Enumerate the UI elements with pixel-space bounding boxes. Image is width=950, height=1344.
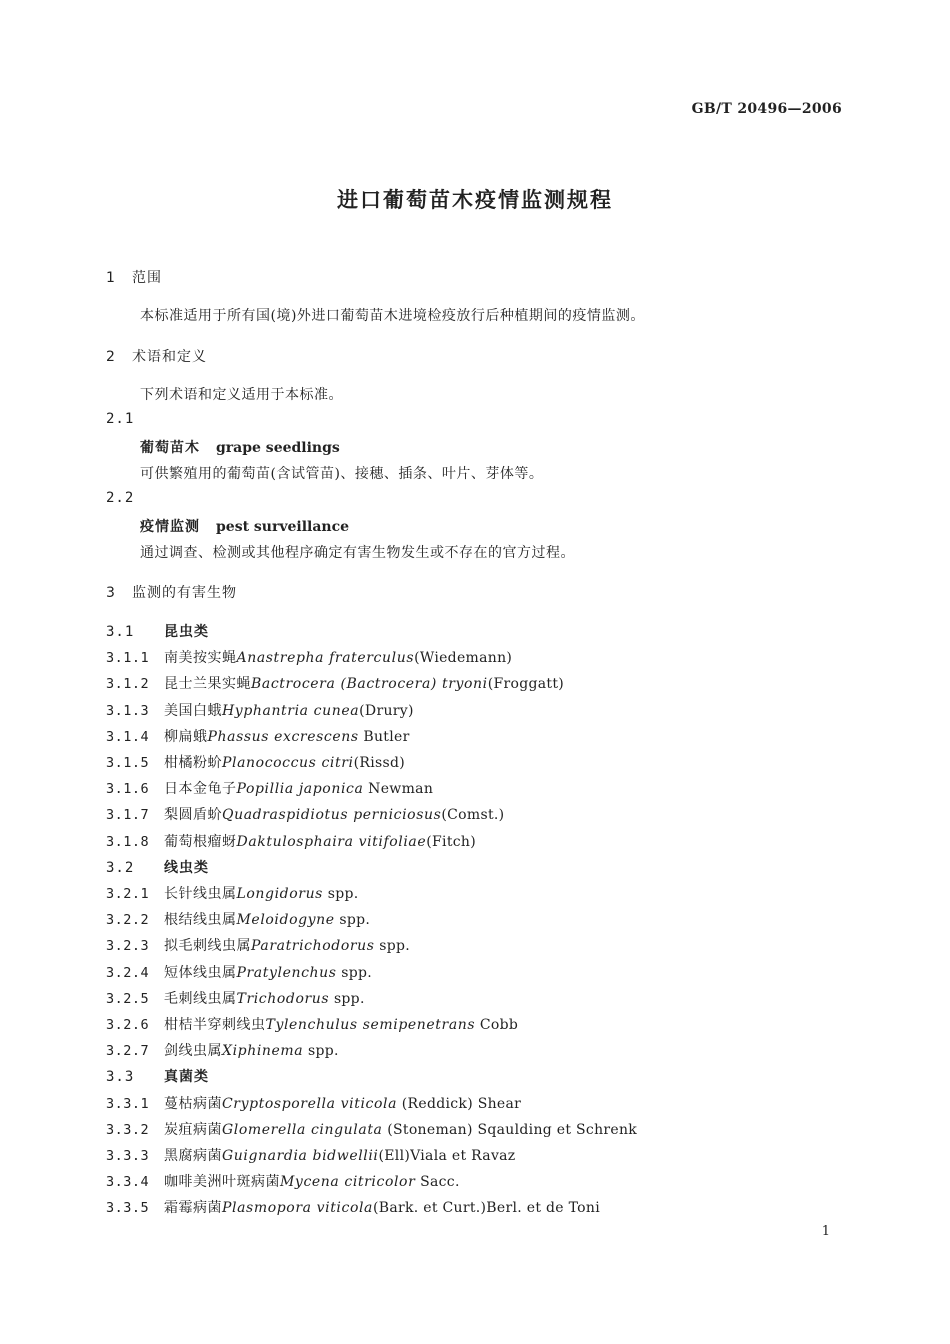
- pest-scientific-name: Guignardia bidwellii: [222, 1148, 379, 1164]
- pest-authority: (Rissd): [353, 755, 405, 771]
- pest-scientific-name: Popillia japonica: [236, 781, 364, 797]
- pest-chinese-name: 短体线虫属: [164, 965, 237, 981]
- pest-chinese-name: 拟毛刺线虫属: [164, 938, 251, 954]
- term-chinese: 葡萄苗木: [140, 440, 200, 456]
- pest-authority: (Reddick) Shear: [397, 1096, 522, 1112]
- pest-scientific-name: Quadraspidiotus perniciosus: [222, 807, 442, 823]
- item-number: 3.2.1: [106, 886, 150, 902]
- pest-scientific-name: Tylenchulus semipenetrans: [265, 1017, 476, 1033]
- pest-chinese-name: 日本金龟子: [164, 781, 237, 797]
- pest-authority: spp.: [374, 938, 411, 954]
- subsection-number: 3.3: [106, 1069, 135, 1085]
- item-number: 3.2.2: [106, 912, 150, 928]
- pest-authority: (Comst.): [441, 807, 505, 823]
- term-definition: 通过调查、检测或其他程序确定有害生物发生或不存在的官方过程。: [140, 545, 575, 561]
- pest-item: [106, 883, 358, 903]
- item-number: 3.1.2: [106, 676, 150, 692]
- term-entry: [140, 516, 349, 536]
- pest-scientific-name: Phassus excrescens: [207, 729, 359, 745]
- pest-authority: (Stoneman) Sqaulding et Schrenk: [382, 1122, 638, 1138]
- term-definition: 可供繁殖用的葡萄苗(含试管苗)、接穗、插条、叶片、芽体等。: [140, 466, 544, 482]
- pest-item: [106, 1093, 521, 1113]
- terms-intro: 下列术语和定义适用于本标准。: [140, 387, 343, 403]
- item-number: 3.2.5: [106, 991, 150, 1007]
- pest-item: [106, 700, 414, 720]
- subsection-number: 3.1: [106, 624, 135, 640]
- pest-item: [106, 1197, 600, 1217]
- item-number: 3.1.3: [106, 703, 150, 719]
- term-entry: [140, 437, 340, 457]
- term-english: pest surveillance: [216, 519, 350, 535]
- pest-chinese-name: 葡萄根瘤蚜: [164, 834, 237, 850]
- pest-authority: Cobb: [475, 1017, 519, 1033]
- pest-chinese-name: 剑线虫属: [164, 1043, 222, 1059]
- section-title: 监测的有害生物: [132, 585, 237, 601]
- term-english: grape seedlings: [216, 440, 340, 456]
- section-title: 术语和定义: [132, 349, 207, 365]
- pest-authority: (Ell)Viala et Ravaz: [378, 1148, 516, 1164]
- pest-authority: Sacc.: [415, 1174, 460, 1190]
- pest-item: [106, 726, 410, 746]
- pest-scientific-name: Cryptosporella viticola: [222, 1096, 398, 1112]
- pest-chinese-name: 咖啡美洲叶斑病菌: [164, 1174, 280, 1190]
- item-number: 3.2.4: [106, 965, 150, 981]
- pest-chinese-name: 黑腐病菌: [164, 1148, 222, 1164]
- item-number: 3.1.8: [106, 834, 150, 850]
- scope-paragraph: 本标准适用于所有国(境)外进口葡萄苗木进境检疫放行后种植期间的疫情监测。: [140, 308, 645, 324]
- pest-authority: Butler: [358, 729, 410, 745]
- subsection-heading: [106, 857, 209, 877]
- subsection-heading: [106, 621, 209, 641]
- pest-scientific-name: Anastrepha fraterculus: [236, 650, 415, 666]
- pest-scientific-name: Trichodorus: [236, 991, 330, 1007]
- pest-chinese-name: 美国白蛾: [164, 703, 222, 719]
- pest-scientific-name: Longidorus: [236, 886, 323, 902]
- subsection-title: 线虫类: [164, 860, 209, 876]
- pest-scientific-name: Pratylenchus: [236, 965, 337, 981]
- pest-chinese-name: 长针线虫属: [164, 886, 237, 902]
- pest-item: [106, 673, 564, 693]
- item-number: 3.2.3: [106, 938, 150, 954]
- item-number: 3.3.5: [106, 1200, 150, 1216]
- pest-authority: (Wiedemann): [414, 650, 513, 666]
- pest-item: [106, 909, 370, 929]
- pest-authority: Newman: [363, 781, 434, 797]
- pest-chinese-name: 霜霉病菌: [164, 1200, 222, 1216]
- item-number: 3.3.2: [106, 1122, 150, 1138]
- pest-item: [106, 1145, 515, 1165]
- item-number: 3.1.7: [106, 807, 150, 823]
- pest-item: [106, 752, 405, 772]
- pest-item: [106, 935, 410, 955]
- item-number: 3.1.1: [106, 650, 150, 666]
- pest-scientific-name: Xiphinema: [222, 1043, 304, 1059]
- clause-number: 2.2: [106, 490, 135, 506]
- pest-authority: spp.: [336, 965, 373, 981]
- subsection-heading: [106, 1066, 209, 1086]
- pest-item: [106, 1171, 460, 1191]
- pest-item: [106, 778, 433, 798]
- section-3-heading: [106, 582, 237, 602]
- section-2-heading: [106, 346, 207, 366]
- pest-chinese-name: 柑桔半穿刺线虫: [164, 1017, 266, 1033]
- item-number: 3.3.1: [106, 1096, 150, 1112]
- item-number: 3.1.6: [106, 781, 150, 797]
- pest-item: [106, 804, 504, 824]
- section-1-heading: [106, 267, 162, 287]
- pest-chinese-name: 蔓枯病菌: [164, 1096, 222, 1112]
- pest-scientific-name: Daktulosphaira vitifoliae: [236, 834, 427, 850]
- pest-item: [106, 962, 372, 982]
- pest-authority: spp.: [329, 991, 365, 1007]
- pest-chinese-name: 柳扁蛾: [164, 729, 208, 745]
- clause-number: 2.1: [106, 411, 135, 427]
- item-number: 3.2.7: [106, 1043, 150, 1059]
- pest-scientific-name: Mycena citricolor: [280, 1174, 416, 1190]
- pest-authority: (Fitch): [426, 834, 476, 850]
- pest-scientific-name: Paratrichodorus: [251, 938, 375, 954]
- section-number: 1: [106, 270, 115, 286]
- pest-item: [106, 1014, 518, 1034]
- section-title: 范围: [132, 270, 162, 286]
- section-number: 3: [106, 585, 115, 601]
- pest-chinese-name: 南美按实蝇: [164, 650, 237, 666]
- pest-chinese-name: 梨圆盾蚧: [164, 807, 222, 823]
- pest-authority: spp.: [322, 886, 359, 902]
- item-number: 3.3.4: [106, 1174, 150, 1190]
- pest-authority: (Bark. et Curt.)Berl. et de Toni: [373, 1200, 600, 1216]
- pest-authority: (Froggatt): [487, 676, 565, 692]
- pest-chinese-name: 柑橘粉蚧: [164, 755, 222, 771]
- pest-item: [106, 1040, 339, 1060]
- pest-authority: spp.: [303, 1043, 339, 1059]
- pest-chinese-name: 炭疽病菌: [164, 1122, 222, 1138]
- pest-scientific-name: Glomerella cingulata: [222, 1122, 383, 1138]
- pest-scientific-name: Hyphantria cunea: [222, 703, 360, 719]
- pest-item: [106, 831, 476, 851]
- pest-scientific-name: Plasmopora viticola: [222, 1200, 373, 1216]
- item-number: 3.2.6: [106, 1017, 150, 1033]
- document-title: 进口葡萄苗木疫情监测规程: [337, 188, 613, 212]
- pest-chinese-name: 毛刺线虫属: [164, 991, 237, 1007]
- pest-scientific-name: Meloidogyne: [236, 912, 335, 928]
- pest-authority: spp.: [334, 912, 371, 928]
- pest-item: [106, 647, 512, 667]
- pest-item: [106, 988, 365, 1008]
- pest-authority: (Drury): [359, 703, 414, 719]
- item-number: 3.3.3: [106, 1148, 150, 1164]
- standard-code: GB/T 20496—2006: [691, 101, 842, 117]
- pest-item: [106, 1119, 637, 1139]
- subsection-title: 昆虫类: [164, 624, 209, 640]
- pest-scientific-name: Planococcus citri: [222, 755, 354, 771]
- subsection-number: 3.2: [106, 860, 135, 876]
- term-chinese: 疫情监测: [140, 519, 200, 535]
- page-number: 1: [821, 1224, 830, 1239]
- item-number: 3.1.4: [106, 729, 150, 745]
- item-number: 3.1.5: [106, 755, 150, 771]
- pest-chinese-name: 根结线虫属: [164, 912, 237, 928]
- section-number: 2: [106, 349, 115, 365]
- pest-chinese-name: 昆士兰果实蝇: [164, 676, 251, 692]
- subsection-title: 真菌类: [164, 1069, 209, 1085]
- pest-scientific-name: Bactrocera (Bactrocera) tryoni: [251, 676, 488, 692]
